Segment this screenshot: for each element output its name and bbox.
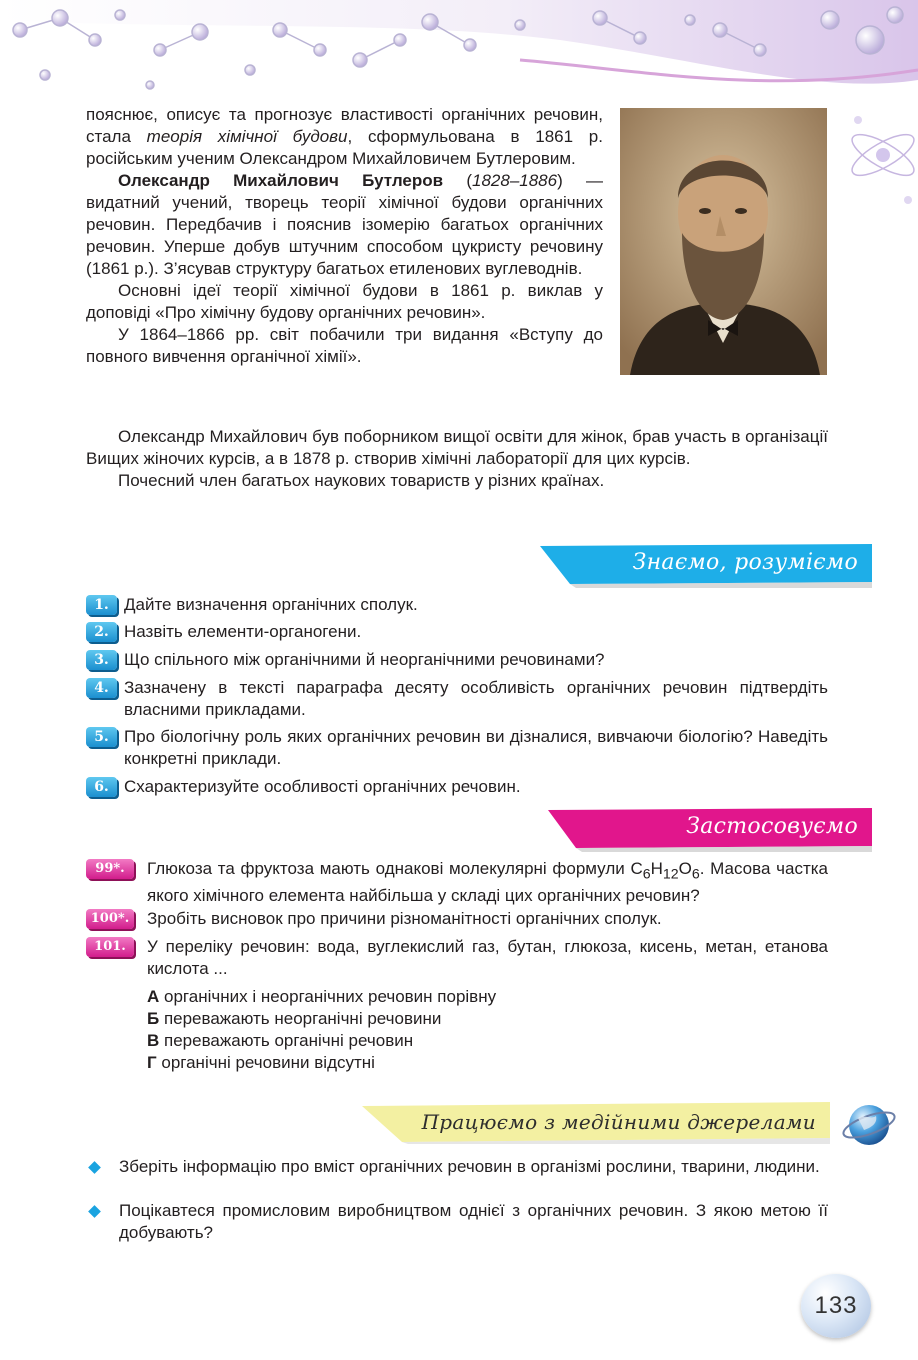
question-number-badge: 2. [86, 622, 117, 642]
globe-icon [840, 1096, 898, 1154]
know-understand-banner [540, 544, 872, 588]
intro-text-block [86, 104, 603, 368]
question-item [86, 649, 828, 671]
task-number-badge: 100*. [86, 909, 134, 929]
question-number-badge: 3. [86, 650, 117, 670]
question-text: Про біологічну роль яких органічних речовин ви дізналися, вивчаючи біологію? Наведіть конкретні приклади. [124, 727, 828, 768]
intro-text-block-wide [86, 426, 828, 492]
answer-option: В переважають органічні речовин [147, 1031, 414, 1050]
media-task-item [86, 1156, 828, 1178]
intro-paragraph-1: пояснює, описує та прогнозує властивості органічних речовин, стала теорія хімічної будови, сформульована в 1861 р. російським ученим Олександром Михайловичем Бутлеровим. [86, 105, 603, 168]
question-text: Назвіть елементи-органогени. [124, 622, 362, 641]
task-item [86, 858, 828, 907]
media-sources-title: Працюємо з медійними джерелами [421, 1110, 816, 1134]
question-item [86, 677, 828, 721]
answer-option: Г органічні речовини відсутні [147, 1053, 375, 1072]
intro-paragraph-3: Основні ідеї теорії хімічної будови в 1861 р. виклав у доповіді «Про хімічну будову органічних речовин». [86, 281, 603, 322]
question-item [86, 594, 828, 616]
task-text: У переліку речовин: вода, вуглекислий газ, бутан, глюкоза, кисень, метан, етанова кислота ... [147, 937, 828, 978]
question-number-badge: 5. [86, 727, 117, 747]
page-number: 133 [801, 1274, 871, 1338]
bullet-diamond-icon [88, 1161, 101, 1174]
know-understand-title: Знаємо, розуміємо [632, 550, 858, 575]
question-text: Схарактеризуйте особливості органічних речовин. [124, 777, 521, 796]
answer-option: А органічних і неорганічних речовин порівну [147, 987, 497, 1006]
intro-paragraph-5: Олександр Михайлович був поборником вищої освіти для жінок, брав участь в організації Вищих жіночих курсів, а в 1878 р. створив хімічні лабораторії для цих курсів. [86, 427, 828, 468]
task-number-badge: 101. [86, 937, 134, 957]
media-sources-banner [362, 1100, 830, 1144]
question-number-badge: 1. [86, 595, 117, 615]
media-task-text: Поцікавтеся промисловим виробництвом однієї з органічних речовин. З якою метою її добувають? [119, 1201, 828, 1242]
butlerov-bio-paragraph: Олександр Михайлович Бутлеров (1828–1886) — видатний учений, творець теорії хімічної будови органічних речовин. Передбачив і пояснив ізомерію багатьох органічних речовин. Уперше добув штучним способом цукристу речовину (1861 р.). З’ясував структуру багатьох етиленових вуглеводнів. [86, 171, 604, 278]
question-item [86, 776, 828, 798]
task-item [86, 908, 828, 930]
answer-option: Б переважають неорганічні речовини [147, 1009, 442, 1028]
task-text: Зробіть висновок про причини різноманітності органічних сполук. [147, 909, 662, 928]
molecule-header-decoration [0, 0, 918, 110]
media-task-item [86, 1200, 828, 1244]
question-text: Що спільного між органічними й неорганічними речовинами? [124, 650, 605, 669]
question-item [86, 726, 828, 770]
task-number-badge: 99*. [86, 859, 134, 879]
butlerov-portrait-image [620, 108, 827, 375]
question-text: Дайте визначення органічних сполук. [124, 595, 418, 614]
atom-side-decoration [828, 100, 918, 220]
task-item [86, 936, 828, 980]
intro-paragraph-6: Почесний член багатьох наукових товариств у різних країнах. [118, 471, 605, 490]
question-number-badge: 6. [86, 777, 117, 797]
bullet-diamond-icon [88, 1205, 101, 1218]
apply-title: Застосовуємо [686, 814, 858, 839]
apply-banner [548, 808, 872, 852]
media-task-text: Зберіть інформацію про вміст органічних речовин в організмі рослини, тварини, людини. [119, 1157, 820, 1176]
answer-options [147, 986, 827, 1074]
intro-paragraph-4: У 1864–1866 рр. світ побачили три видання «Вступу до повного вивчення органічної хімії». [86, 325, 603, 366]
question-text: Зазначену в тексті параграфа десяту особливість органічних речовин підтвердіть власними прикладами. [124, 678, 828, 719]
task-text: Глюкоза та фруктоза мають однакові молекулярні формули $C_6H_{12}O_6$. Масова частка якого хімічного елемента найбільша у складі цих органічних речовин? [147, 859, 828, 906]
question-number-badge: 4. [86, 678, 117, 698]
question-item [86, 621, 828, 643]
